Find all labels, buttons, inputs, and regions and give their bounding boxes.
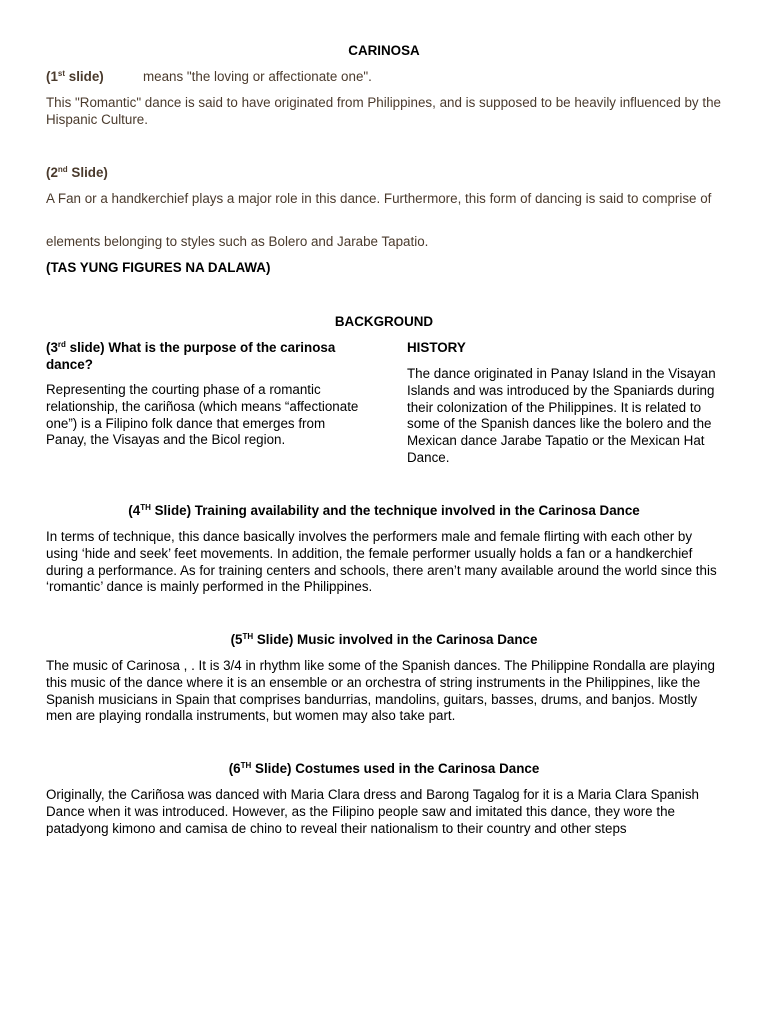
slide6-heading: (6TH Slide) Costumes used in the Carinosa Dance xyxy=(228,761,540,776)
slide4-heading: (4TH Slide) Training availability and the technique involved in the Carinosa Dance xyxy=(128,503,640,518)
slide2-note: (TAS YUNG FIGURES NA DALAWA) xyxy=(46,260,271,275)
slide3-question: (3rd slide) What is the purpose of the carinosa dance? xyxy=(46,340,336,372)
slide1-line xyxy=(46,69,726,86)
slide6-text: Originally, the Cariñosa was danced with Maria Clara dress and Barong Tagalog for it is a Maria Clara Spanish Dance when it was introduced. However, as the Filipino people saw and imitated this dance, they wore the patadyong kimono and camisa de chino to reveal their nationalism to their country and other steps xyxy=(46,787,699,836)
history-text: The dance originated in Panay Island in the Visayan Islands and was introduced by the Spaniards during their colonization of the Philippines. It is related to some of the Spanish dances like the bolero and the Mexican dance Jarabe Tapatio or the Mexican Hat Dance. xyxy=(407,366,716,465)
slide1-paragraph: This "Romantic" dance is said to have originated from Philippines, and is supposed to be heavily influenced by the Hispanic Culture. xyxy=(46,95,721,127)
slide5-heading: (5TH Slide) Music involved in the Carinosa Dance xyxy=(230,632,538,647)
history-heading: HISTORY xyxy=(407,340,466,355)
slide3-text: Representing the courting phase of a romantic relationship, the cariñosa (which means “affectionate one”) is a Filipino folk dance that emerges from Panay, the Visayas and the Bicol region. xyxy=(46,382,359,448)
slide4-text: In terms of technique, this dance basically involves the performers male and female flirting with each other by using ‘hide and seek’ feet movements. In addition, the female performer usually holds a fan or a handkerchief during a performance. As for training centers and schools, there aren’t many available around the world since this ‘romantic’ dance is mainly performed in the Philippines. xyxy=(46,529,717,595)
slide1-label: (1st slide) xyxy=(46,69,104,84)
slide1-meaning: means "the loving or affectionate one". xyxy=(143,69,372,84)
background-heading: BACKGROUND xyxy=(334,314,434,329)
slide2-paragraph-2: elements belonging to styles such as Bolero and Jarabe Tapatio. xyxy=(46,234,429,249)
slide2-label: (2nd Slide) xyxy=(46,165,108,180)
slide2-paragraph-1: A Fan or a handkerchief plays a major role in this dance. Furthermore, this form of dancing is said to comprise of xyxy=(46,191,712,206)
document-title: CARINOSA xyxy=(348,43,420,58)
slide5-text: The music of Carinosa , . It is 3/4 in rhythm like some of the Spanish dances. The Philippine Rondalla are playing this music of the dance where it is an ensemble or an orchestra of string instruments in the Philippines, like the Spanish musicians in Spain that comprises bandurrias, mandolins, guitars, basses, drums, and banjos. Mostly men are playing rondalla instruments, but women may also take part. xyxy=(46,658,715,724)
